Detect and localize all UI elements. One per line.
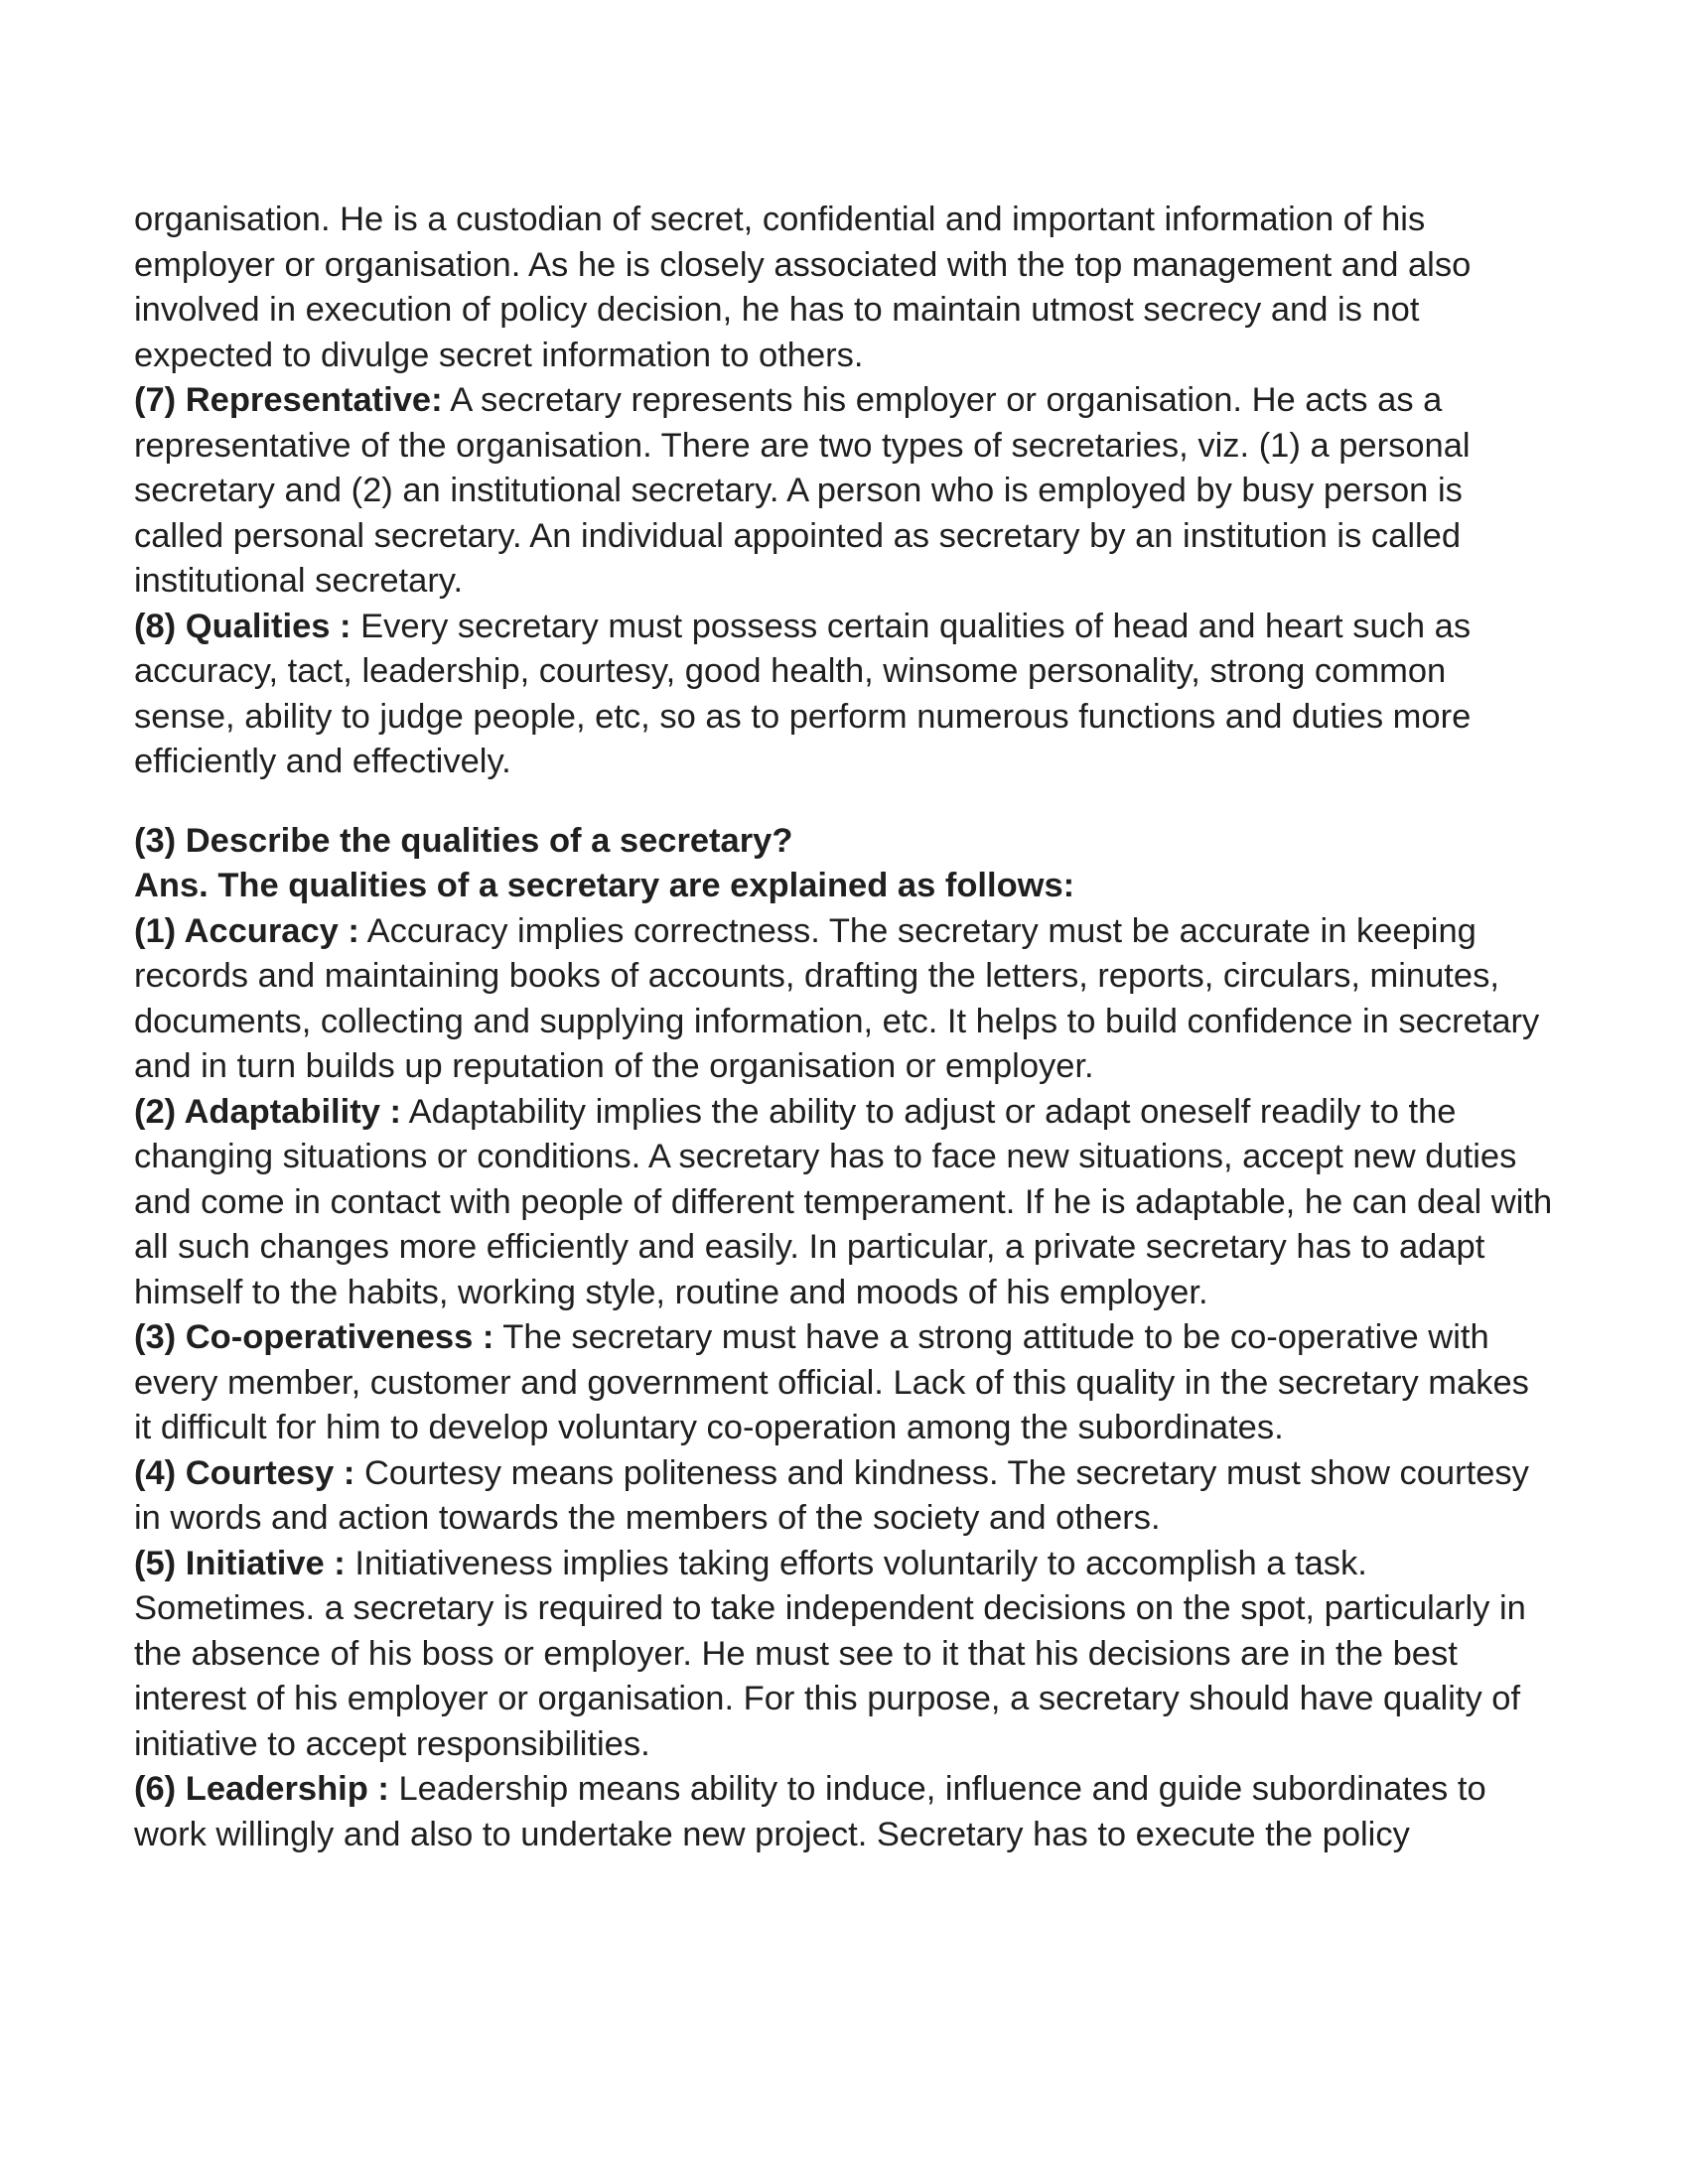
quality-text: Courtesy means politeness and kindness. The secretary must show courtesy in words and action towards the members of the society and others. [134,1453,1529,1537]
quality-text: Leadership means ability to induce, influence and guide subordinates to work willingly and also to undertake new project. Secretary has to execute the policy [134,1770,1486,1853]
quality-term: (3) Co-operativeness : [134,1318,494,1356]
quality-term: (1) Accuracy : [134,911,359,950]
quality-term: (5) Initiative : [134,1544,346,1582]
document-page [134,198,1554,1857]
quality-text: Adaptability implies the ability to adjust or adapt oneself readily to the changing situations or conditions. A secretary has to face new situations, accept new duties and come in contact with people of different temperament. If he is adaptable, he can deal with all such changes more efficiently and easily. In particular, a private secretary has to adapt himself to the habits, working style, routine and moods of his employer. [134,1092,1553,1311]
point-term: (8) Qualities : [134,607,352,645]
quality-text: Accuracy implies correctness. The secretary must be accurate in keeping records and maintaining books of accounts, drafting the letters, reports, circulars, minutes, documents, collecting and supplying information, etc. It helps to build confidence in secretary and in turn builds up reputation of the organisation or employer. [134,911,1540,1085]
quality-adaptability [134,1090,1554,1316]
quality-leadership [134,1767,1554,1857]
quality-text: The secretary must have a strong attitude to be co-operative with every member, customer and government official. Lack of this quality in the secretary makes it difficult for him to develop voluntary co-operation among the subordinates. [134,1318,1529,1446]
answer-heading: Ans. The qualities of a secretary are explained as follows: [134,867,1075,904]
point-text: Every secretary must possess certain qualities of head and heart such as accuracy, tact, leadership, courtesy, good health, winsome personality, strong common sense, ability to judge people, etc, so as to perform numerous functions and duties more efficiently and effectively. [134,607,1472,780]
quality-term: (4) Courtesy : [134,1453,355,1492]
point-representative [134,378,1554,605]
quality-accuracy [134,909,1554,1090]
question-heading: (3) Describe the qualities of a secretary? [134,821,793,860]
quality-initiative [134,1542,1554,1768]
quality-courtesy [134,1451,1554,1542]
point-term: (7) Representative: [134,381,443,419]
quality-text: Initiativeness implies taking efforts voluntarily to accomplish a task. Sometimes. a secretary is required to take independent decisions on the spot, particularly in the absence of his boss or employer. He must see to it that his decisions are in the best interest of his employer or organisation. For this purpose, a secretary should have quality of initiative to accept responsibilities. [134,1544,1526,1763]
quality-term: (2) Adaptability : [134,1092,401,1131]
point-qualities [134,605,1554,785]
point-text: A secretary represents his employer or organisation. He acts as a representative of the organisation. There are two types of secretaries, viz. (1) a personal secretary and (2) an institutional secretary. A person who is employed by busy person is called personal secretary. An individual appointed as secretary by an institution is called institutional secretary. [134,381,1471,600]
intro-paragraph: organisation. He is a custodian of secret, confidential and important information of his employer or organisation. As he is closely associated with the top management and also involved in execution of policy decision, he has to maintain utmost secrecy and is not expected to divulge secret information to others. [134,201,1472,374]
section-gap [134,785,1554,819]
quality-term: (6) Leadership : [134,1770,389,1808]
quality-cooperativeness [134,1315,1554,1451]
